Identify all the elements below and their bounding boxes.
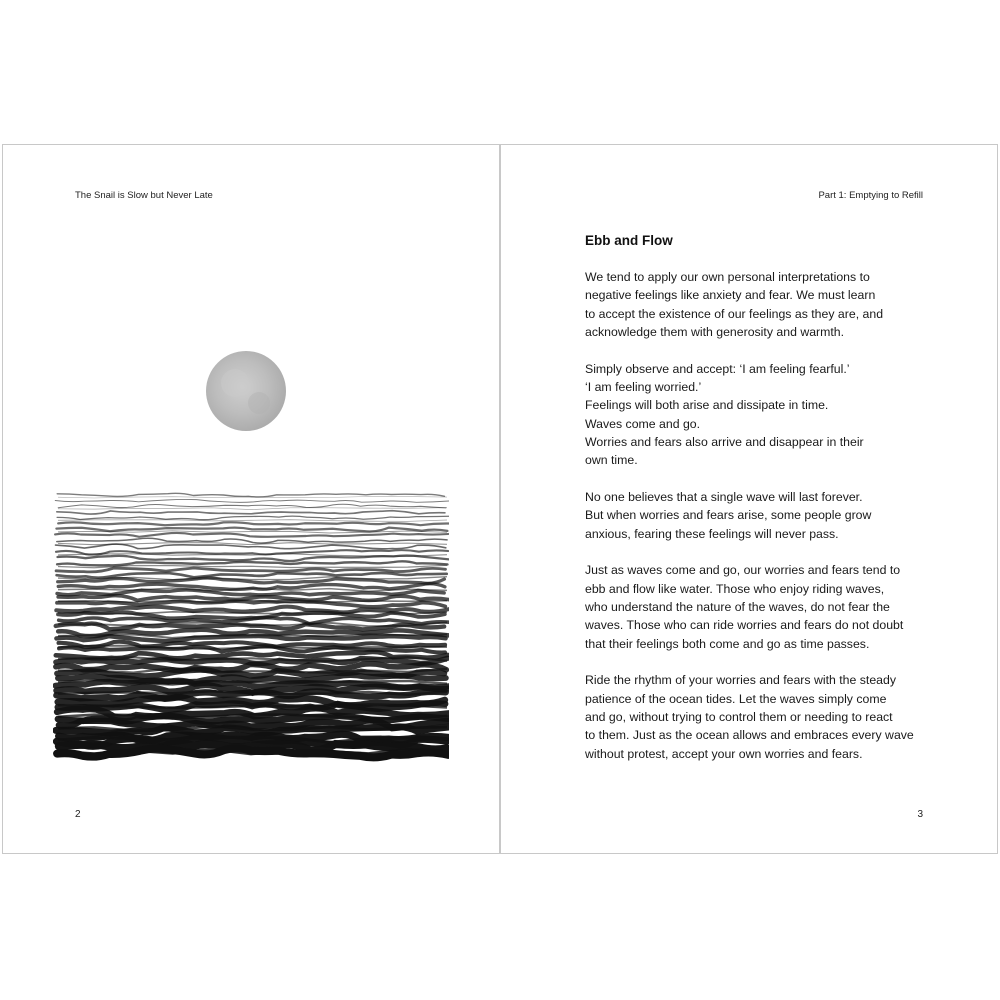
wave-stroke (57, 511, 445, 514)
left-page (2, 144, 500, 854)
wave-stroke (58, 522, 449, 525)
wave-stroke (56, 528, 447, 532)
text-line: that their feelings both come and go as time passes. (585, 636, 870, 651)
article-title: Ebb and Flow (585, 233, 673, 248)
wave-stroke (57, 538, 447, 543)
text-line: We tend to apply our own personal interpretations to (585, 270, 870, 284)
text-line: Just as waves come and go, our worries and fears tend to (585, 563, 901, 578)
text-line: and go, without trying to control them or needing to react (585, 709, 893, 724)
book-spread (2, 144, 998, 856)
text-line: own time. (585, 453, 638, 468)
text-line: waves. Those who can ride worries and fears do not doubt (585, 618, 904, 633)
text-line: Waves come and go. (585, 416, 701, 431)
wave-stroke (57, 601, 445, 607)
text-line: Feelings will both arise and dissipate in time. (585, 398, 829, 413)
right-page (500, 144, 998, 854)
text-line: Worries and fears also arrive and disappear in their (585, 434, 864, 449)
wave-stroke (58, 504, 446, 508)
wave-stroke (56, 568, 445, 572)
text-line: negative feelings like anxiety and fear. We must learn (585, 288, 876, 303)
text-line: who understand the nature of the waves, do not fear the (585, 599, 890, 614)
moon-over-waves-illustration (53, 345, 449, 765)
wave-stroke (57, 561, 447, 565)
text-line: anxious, fearing these feelings will never pass. (585, 526, 839, 541)
text-line: to accept the existence of our feelings as they are, and (585, 306, 884, 321)
text-line: But when worries and fears arise, some people grow (585, 508, 872, 523)
running-head-right: Part 1: Emptying to Refill (818, 190, 923, 201)
paragraph-1 (585, 268, 915, 341)
text-line: ebb and flow like water. Those who enjoy riding waves, (585, 581, 885, 596)
paragraph-5 (585, 671, 915, 762)
text-line: to them. Just as the ocean allows and embraces every wave (585, 728, 914, 743)
paragraph-2 (585, 360, 915, 470)
text-line: Simply observe and accept: ‘I am feeling fearful.’ (585, 361, 850, 376)
ink-waves (55, 493, 449, 757)
text-line: acknowledge them with generosity and warmth. (585, 324, 845, 339)
wave-stroke (59, 618, 449, 624)
text-line: No one believes that a single wave will last forever. (585, 489, 863, 504)
page-number-right: 3 (917, 809, 923, 820)
page-number-left: 2 (75, 809, 81, 820)
wave-stroke (58, 555, 450, 561)
wave-stroke (57, 516, 449, 520)
paragraph-4 (585, 561, 915, 652)
wave-stroke (56, 664, 446, 671)
wave-stroke (58, 520, 447, 522)
article (585, 233, 915, 781)
wave-stroke (55, 533, 448, 537)
text-line: ‘I am feeling worried.’ (585, 379, 702, 394)
paragraph-3 (585, 488, 915, 543)
text-line: without protest, accept your own worries and fears. (585, 746, 863, 761)
text-line: Ride the rhythm of your worries and fears with the steady (585, 673, 896, 688)
text-line: patience of the ocean tides. Let the waves simply come (585, 691, 887, 706)
running-head-left: The Snail is Slow but Never Late (75, 190, 213, 201)
wave-stroke (58, 508, 447, 510)
wave-stroke (55, 499, 449, 502)
moon (206, 351, 286, 431)
